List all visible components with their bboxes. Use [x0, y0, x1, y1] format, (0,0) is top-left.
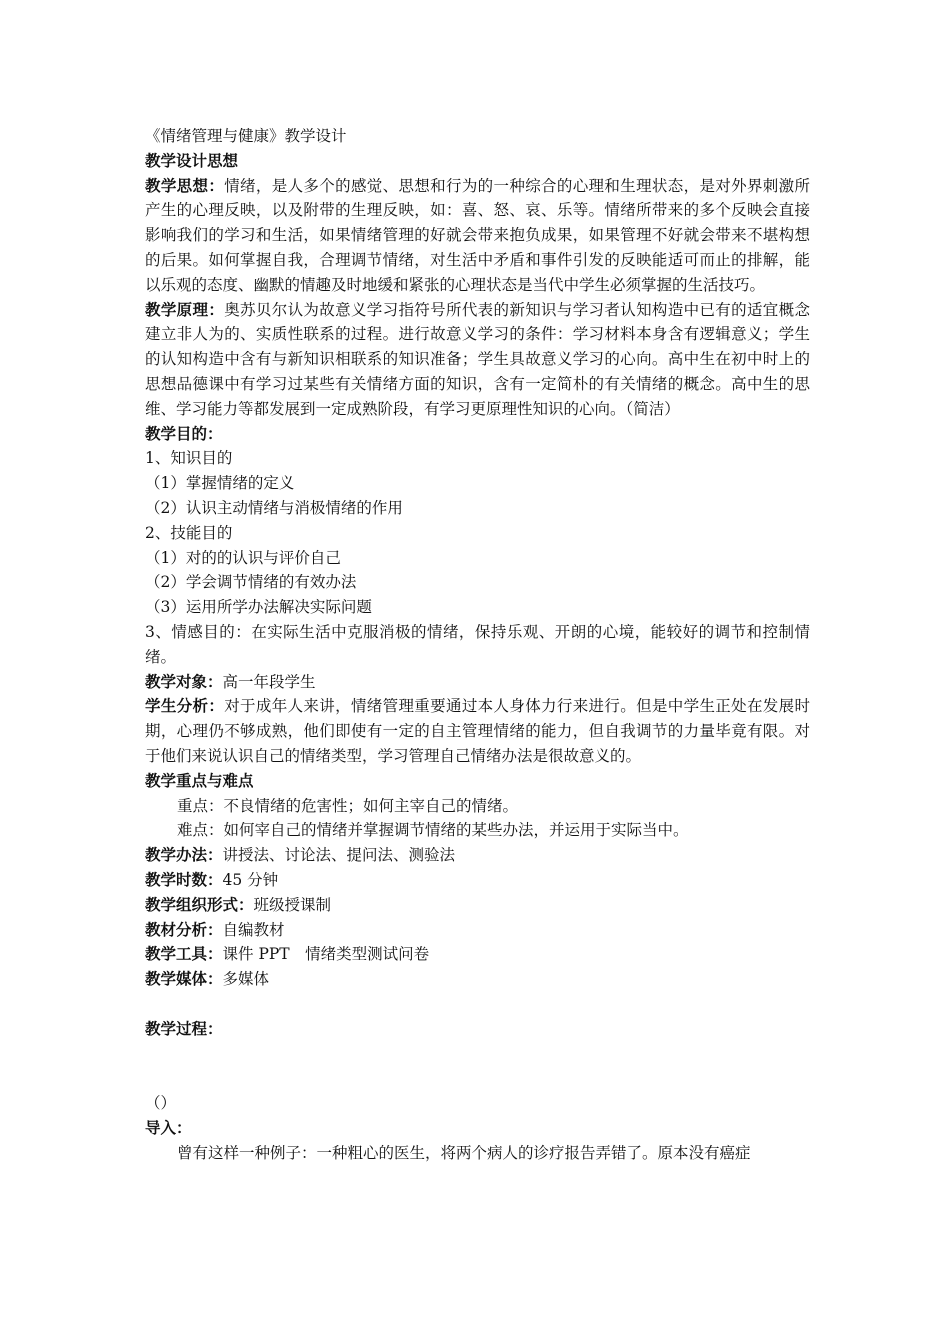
- teaching-thought-text: 情绪，是人多个的感觉、思想和行为的一种综合的心理和生理状态，是对外界刺激所产生的心理反映，以及附带的生理反映，如：喜、怒、哀、乐等。情绪所带来的多个反映会直接影响我们的学习和生活，如果情绪管理的好就会带来抱负成果，如果管理不好就会带来不堪构想的后果。如何掌握自我，合理调节情绪，对生活中矛盾和事件引发的反映能适可而止的排解，能以乐观的态度、幽默的情趣及时地缓和紧张的心理状态是当代中学生必须掌握的生活技巧。: [145, 176, 810, 294]
- teaching-material-label: 教材分析：: [145, 920, 223, 939]
- student-analysis-label: 学生分析：: [145, 697, 225, 716]
- teaching-principle-label: 教学原理：: [145, 300, 225, 319]
- teaching-method: [145, 843, 810, 868]
- key-focus: 重点：不良情绪的危害性；如何主宰自己的情绪。: [177, 796, 519, 815]
- document-body: [145, 124, 810, 1165]
- teaching-principle-paragraph: [145, 298, 810, 422]
- teaching-method-text: 讲授法、讨论法、提问法、测验法: [222, 846, 456, 865]
- goal-skill-1: （1）对的的认识与评价自己: [145, 548, 341, 567]
- goal-knowledge-1: （1）掌握情绪的定义: [145, 474, 295, 493]
- teaching-org: [145, 893, 810, 918]
- teaching-thought-paragraph: [145, 174, 810, 298]
- teaching-media-label: 教学媒体：: [145, 970, 223, 989]
- key-points-heading: 教学重点与难点: [145, 771, 254, 790]
- teaching-material-text: 自编教材: [222, 920, 285, 939]
- goal-knowledge-2: （2）认识主动情绪与消极情绪的作用: [145, 498, 403, 517]
- teaching-media-text: 多媒体: [222, 970, 270, 989]
- document-title: 《情绪管理与健康》教学设计: [145, 127, 347, 145]
- teaching-org-text: 班级授课制: [253, 895, 332, 914]
- teaching-process-label: 教学过程：: [145, 1019, 223, 1038]
- teaching-hours-label: 教学时数：: [145, 870, 223, 889]
- teaching-method-label: 教学办法：: [145, 846, 223, 865]
- empty-parens: （）: [145, 1094, 177, 1113]
- student-analysis-paragraph: [145, 694, 810, 768]
- teaching-material: [145, 918, 810, 943]
- intro-label: 导入：: [145, 1118, 192, 1137]
- teaching-target-text: 高一年段学生: [222, 672, 316, 691]
- goal-skill: 2、技能目的: [145, 523, 233, 542]
- teaching-target-label: 教学对象：: [145, 672, 223, 691]
- spacer: [145, 1041, 810, 1091]
- teaching-hours: [145, 868, 810, 893]
- teaching-goals-label: 教学目的：: [145, 424, 223, 443]
- teaching-target: [145, 670, 810, 695]
- goal-skill-3: （3）运用所学办法解决实际问题: [145, 598, 372, 617]
- spacer: [145, 992, 810, 1017]
- key-difficulty: 难点：如何宰自己的情绪并掌握调节情绪的某些办法，并运用于实际当中。: [177, 821, 689, 840]
- teaching-tools-label: 教学工具：: [145, 945, 223, 964]
- teaching-tools-text: 课件 PPT 情绪类型测试问卷: [222, 945, 430, 964]
- goal-skill-2: （2）学会调节情绪的有效办法: [145, 573, 357, 592]
- teaching-thought-label: 教学思想：: [145, 176, 225, 195]
- goal-knowledge: 1、知识目的: [145, 449, 233, 468]
- goal-emotion: 3、情感目的：在实际生活中克服消极的情绪，保持乐观、开朗的心境，能较好的调节和控制情绪。: [145, 622, 810, 666]
- teaching-hours-text: 45 分钟: [222, 870, 279, 889]
- teaching-media: [145, 967, 810, 992]
- design-heading: 教学设计思想: [145, 151, 239, 170]
- teaching-principle-text: 奥苏贝尔认为故意义学习指符号所代表的新知识与学习者认知构造中已有的适宜概念建立非人为的、实质性联系的过程。进行故意义学习的条件：学习材料本身含有逻辑意义；学生的认知构造中含有与新知识相联系的知识准备；学生具故意义学习的心向。高中生在初中时上的思想品德课中有学习过某些有关情绪方面的知识，含有一定简朴的有关情绪的概念。高中生的思维、学习能力等都发展到一定成熟阶段，有学习更原理性知识的心向。（简洁）: [145, 300, 810, 418]
- intro-text: 曾有这样一种例子：一种粗心的医生，将两个病人的诊疗报告弄错了。原本没有癌症: [177, 1143, 751, 1162]
- teaching-org-label: 教学组织形式：: [145, 895, 254, 914]
- teaching-tools: [145, 942, 810, 967]
- student-analysis-text: 对于成年人来讲，情绪管理重要通过本人身体力行来进行。但是中学生正处在发展时期，心理仍不够成熟，他们即使有一定的自主管理情绪的能力，但自我调节的力量毕竟有限。对于他们来说认识自己的情绪类型，学习管理自己情绪办法是很故意义的。: [145, 697, 810, 765]
